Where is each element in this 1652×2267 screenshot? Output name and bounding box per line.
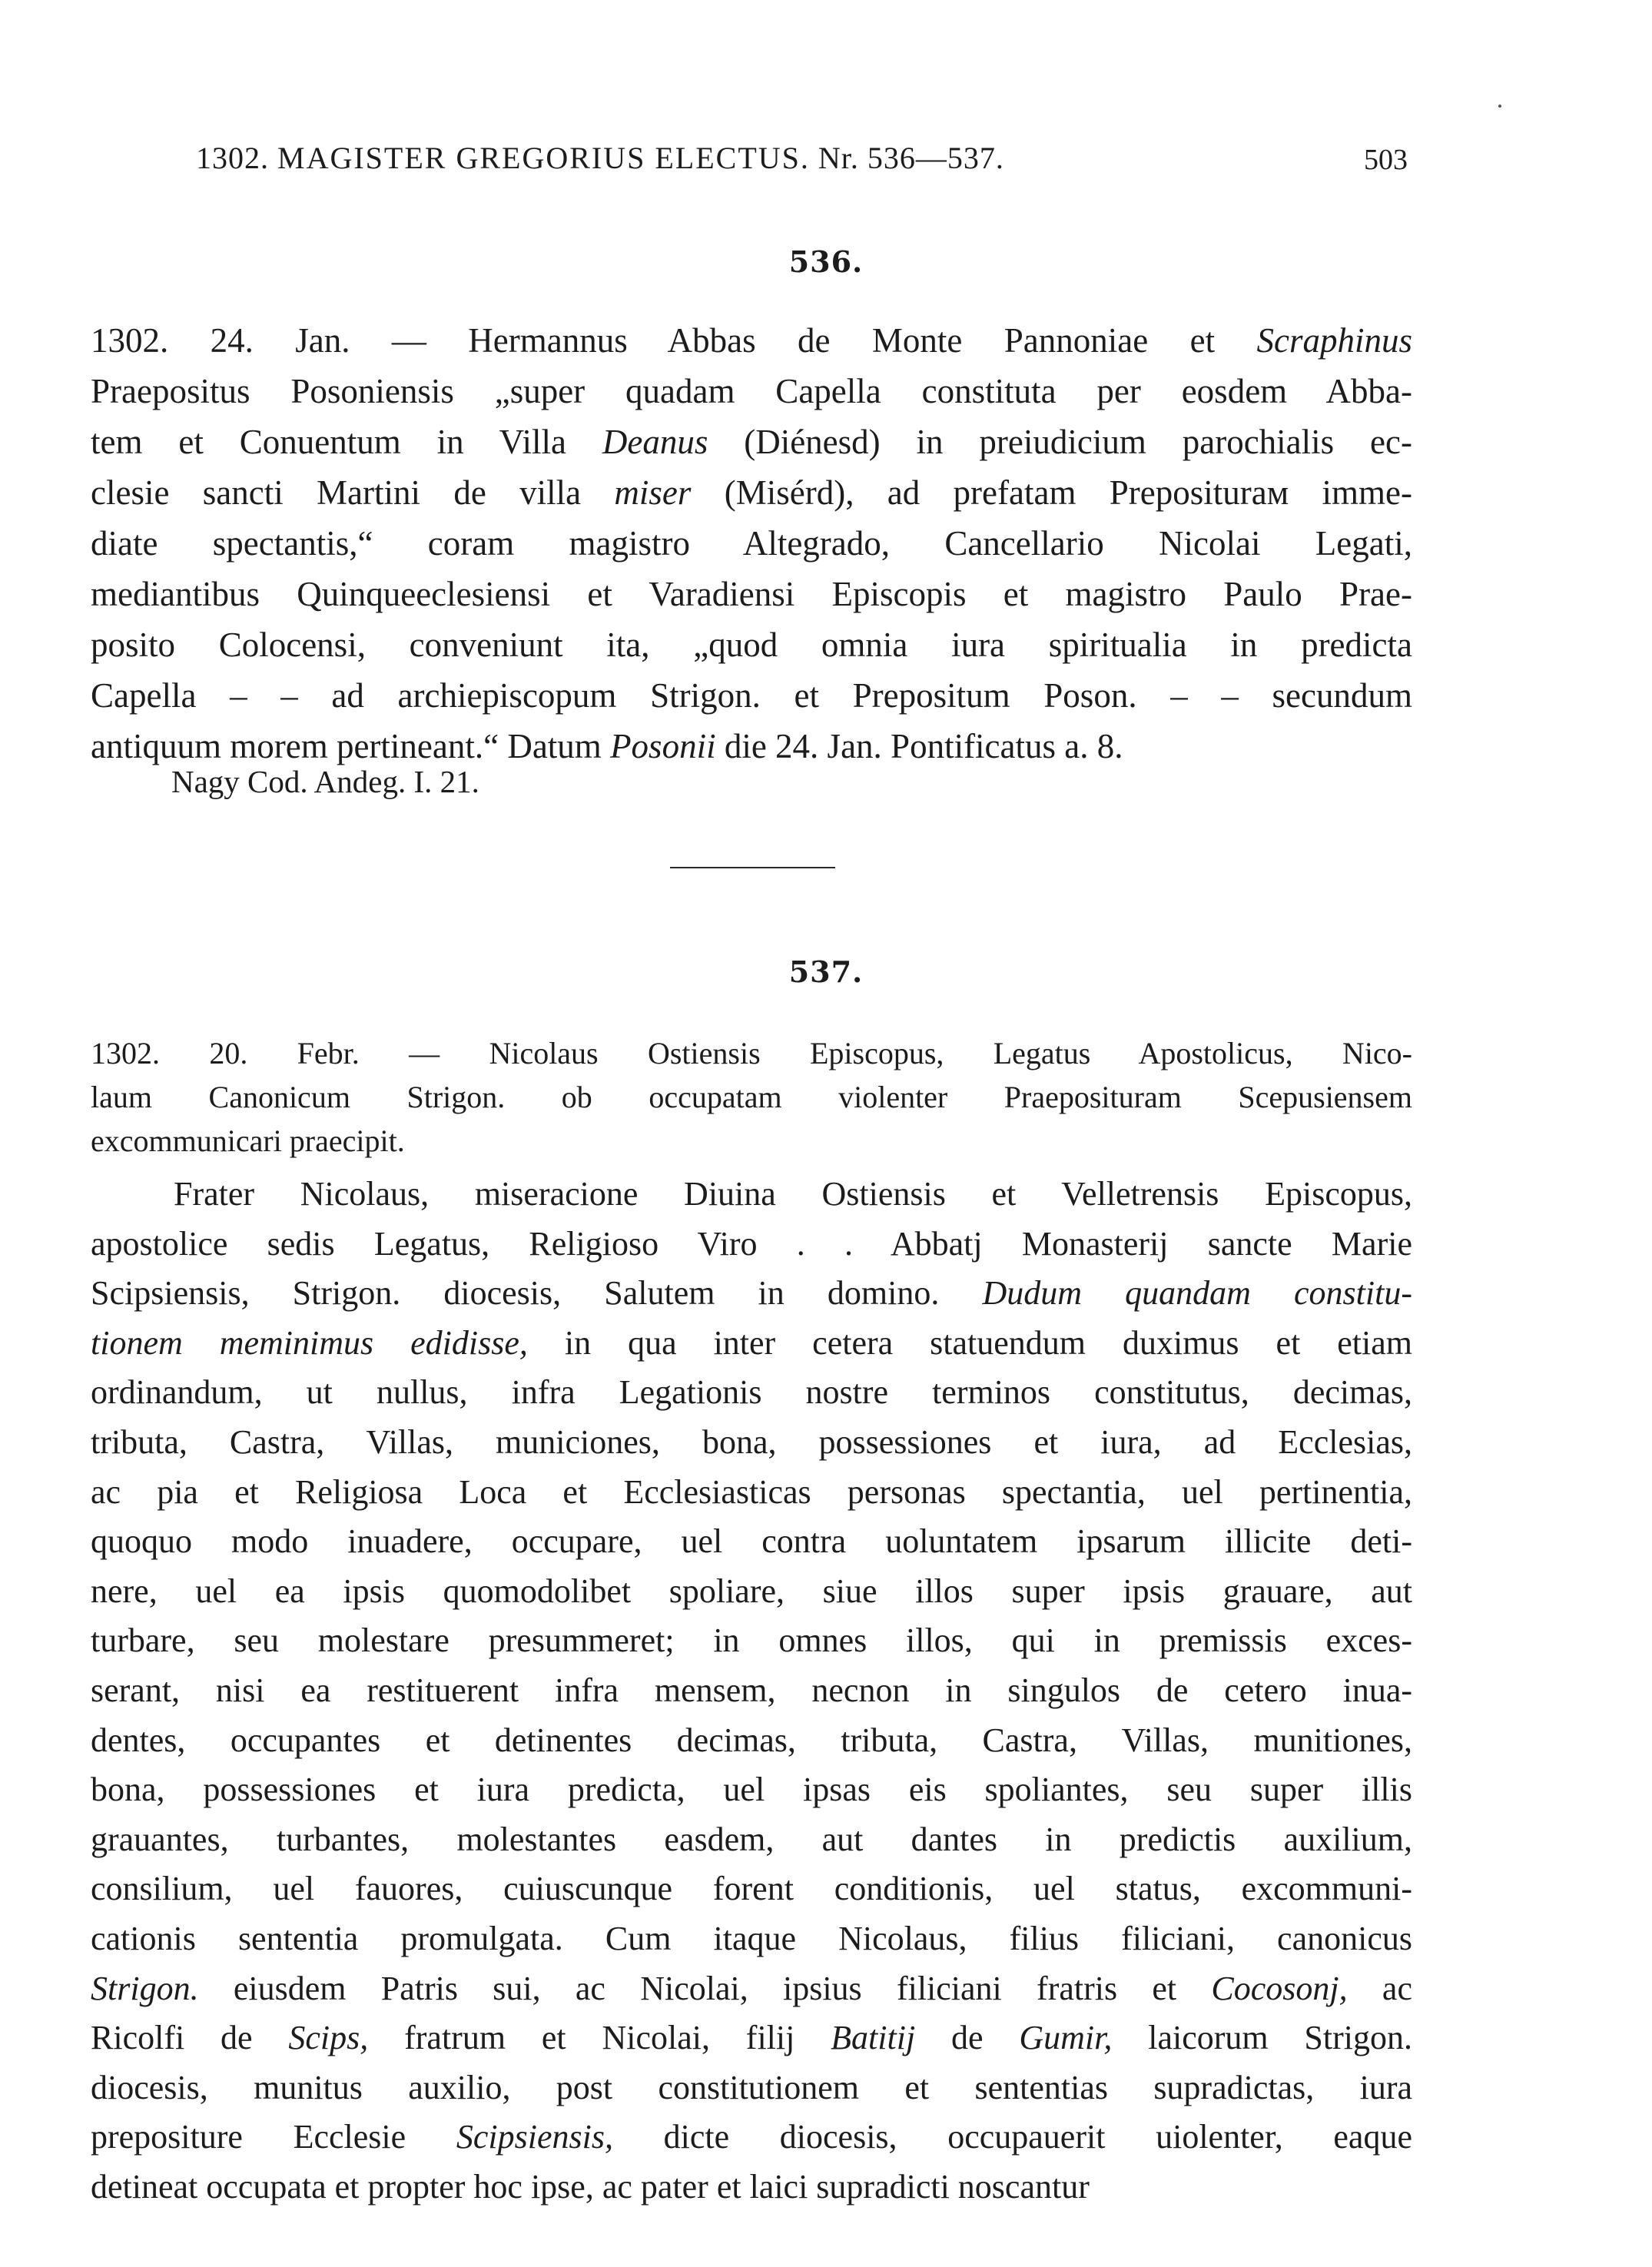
regest-537: [91, 1031, 1412, 1163]
text-segment: bona, possessiones et iura predicta, uel ipsas eis spoliantes, seu super illis: [91, 1771, 1412, 1809]
text-537-line: [91, 1666, 1412, 1716]
text-segment: prepositure Ecclesie: [91, 2118, 456, 2156]
regest-536-line: [91, 670, 1412, 721]
text-537-line: [91, 2013, 1412, 2063]
text-segment: antiquum morem pertineant.“ Datum: [91, 727, 611, 765]
text-segment: clesie sancti Martini de villa: [91, 473, 615, 512]
text-segment: Scipsiensis, Strigon. diocesis, Salutem in domino.: [91, 1274, 983, 1313]
running-head-year: 1302.: [196, 141, 269, 175]
text-segment: 1302. 24. Jan. — Hermannus Abbas de Monte Pannoniae et: [91, 321, 1257, 360]
text-537-line: [91, 1616, 1412, 1666]
regest-537-line: [91, 1031, 1412, 1075]
text-537-line: [91, 1716, 1412, 1766]
italic-segment: Posonii: [610, 727, 716, 765]
text-segment: posito Colocensi, conveniunt ita, „quod omnia iura spiritualia in predicta: [91, 626, 1412, 664]
running-head: [196, 140, 1410, 176]
text-segment: ordinandum, ut nullus, infra Legationis nostre terminos constitutus, decimas,: [91, 1373, 1412, 1412]
scan-speck: [1498, 105, 1501, 108]
text-segment: eiusdem Patris sui, ac Nicolai, ipsius filiciani fratris et: [198, 1969, 1212, 2007]
italic-segment: miser: [614, 473, 692, 512]
running-head-range: Nr. 536—537.: [818, 141, 1004, 175]
regest-536-line: [91, 518, 1412, 569]
regest-536-line: [91, 366, 1412, 417]
running-head-title: MAGISTER GREGORIUS ELECTUS.: [277, 141, 810, 175]
text-segment: die 24. Jan. Pontificatus a. 8.: [715, 727, 1123, 765]
text-segment: laum Canonicum Strigon. ob occupatam violenter Praeposituram Scepusiensem: [91, 1080, 1412, 1114]
regest-536-line: [91, 315, 1412, 366]
regest-536-line: [91, 467, 1412, 518]
document-text-537: [91, 1170, 1412, 2212]
text-segment: Frater Nicolaus, miseracione Diuina Ostiensis et Velletrensis Episcopus,: [174, 1175, 1412, 1213]
text-segment: cationis sententia promulgata. Cum itaque Nicolaus, filius filiciani, canonicus: [91, 1919, 1412, 1957]
text-segment: in qua inter cetera statuendum duximus et etiam: [527, 1323, 1412, 1362]
italic-segment: tionem meminimus edidisse,: [91, 1323, 528, 1362]
citation-536: Nagy Cod. Andeg. I. 21.: [171, 764, 479, 799]
text-537-line: [91, 1765, 1412, 1815]
text-537-line: [91, 1418, 1412, 1468]
italic-segment: Strigon.: [91, 1969, 199, 2007]
text-segment: tem et Conuentum in Villa: [91, 423, 602, 461]
regest-536: [91, 315, 1412, 772]
regest-537-line: [91, 1075, 1412, 1119]
italic-segment: Scraphinus: [1256, 321, 1412, 360]
text-segment: nere, uel ea ipsis quomodolibet spoliare, siue illos super ipsis grauare, aut: [91, 1572, 1412, 1610]
text-segment: mediantibus Quinqueeclesiensi et Varadiensi Episcopis et magistro Paulo Prae-: [91, 575, 1412, 613]
regest-536-line: [91, 619, 1412, 670]
text-segment: serant, nisi ea restituerent infra mensem, necnon in singulos de cetero inua-: [91, 1671, 1412, 1709]
italic-segment: Deanus: [602, 423, 708, 461]
regest-536-line: [91, 417, 1412, 467]
text-segment: excommunicari praecipit.: [91, 1124, 405, 1158]
text-537-line: [91, 1269, 1412, 1319]
text-segment: 1302. 20. Febr. — Nicolaus Ostiensis Episcopus, Legatus Apostolicus, Nico-: [91, 1036, 1412, 1070]
text-segment: Praepositus Posoniensis „super quadam Capella constituta per eosdem Abba-: [91, 372, 1412, 410]
text-segment: ac: [1347, 1969, 1412, 2007]
text-segment: quoquo modo inuadere, occupare, uel contra uoluntatem ipsarum illicite deti-: [91, 1522, 1412, 1561]
text-537-line: [91, 2162, 1412, 2212]
text-537-line: [91, 1468, 1412, 1518]
text-segment: tributa, Castra, Villas, municiones, bona, possessiones et iura, ad Ecclesias,: [91, 1422, 1412, 1461]
text-segment: dicte diocesis, occupauerit uiolenter, eaque: [612, 2118, 1412, 2156]
text-segment: (Misérd), ad prefatam Prepositurам imme-: [691, 473, 1412, 512]
italic-segment: Scips,: [288, 2019, 369, 2057]
italic-segment: Batitij: [831, 2019, 916, 2057]
text-segment: diate spectantis,“ coram magistro Altegrado, Cancellario Nicolai Legati,: [91, 524, 1412, 563]
text-segment: fratrum et Nicolai, filij: [368, 2019, 831, 2057]
text-537-line: [91, 2063, 1412, 2113]
text-segment: apostolice sedis Legatus, Religioso Viro . . Abbatj Monasterij sancte Marie: [91, 1224, 1412, 1263]
text-segment: detineat occupata et propter hoc ipse, ac pater et laici supradicti noscantur: [91, 2167, 1090, 2206]
document-number-536: 536.: [788, 244, 864, 279]
text-segment: (Diénesd) in preiudicium parochialis ec-: [708, 423, 1412, 461]
text-segment: de: [915, 2019, 1020, 2057]
regest-537-line: [91, 1119, 1412, 1163]
italic-segment: Scipsiensis,: [456, 2118, 613, 2156]
text-537-line: [91, 1864, 1412, 1914]
text-537-line: [91, 1914, 1412, 1964]
text-537-line: [91, 1170, 1412, 1220]
text-segment: consilium, uel fauores, cuiuscunque forent conditionis, uel status, excommuni-: [91, 1870, 1412, 1908]
text-segment: grauantes, turbantes, molestantes easdem, aut dantes in predictis auxilium,: [91, 1820, 1412, 1858]
regest-536-line: [91, 569, 1412, 619]
italic-segment: Gumir,: [1019, 2019, 1113, 2057]
text-segment: diocesis, munitus auxilio, post constitutionem et sententias supradictas, iura: [91, 2068, 1412, 2106]
italic-segment: Dudum quandam constitu-: [982, 1274, 1412, 1313]
document-number-537: 537.: [788, 954, 864, 989]
text-segment: ac pia et Religiosa Loca et Ecclesiasticas personas spectantia, uel pertinentia,: [91, 1472, 1412, 1511]
text-537-line: [91, 1368, 1412, 1418]
text-537-line: [91, 2113, 1412, 2162]
page-number: 503: [1364, 144, 1408, 176]
separator-rule: [670, 867, 835, 868]
text-segment: turbare, seu molestare presummeret; in omnes illos, qui in premissis exces-: [91, 1621, 1412, 1660]
text-537-line: [91, 1517, 1412, 1567]
text-537-line: [91, 1815, 1412, 1865]
text-segment: laicorum Strigon.: [1112, 2019, 1413, 2057]
text-segment: Capella – – ad archiepiscopum Strigon. et Prepositum Poson. – – secundum: [91, 676, 1412, 715]
italic-segment: Cocosonj,: [1211, 1969, 1348, 2007]
text-segment: Ricolfi de: [91, 2019, 289, 2057]
text-537-line: [91, 1319, 1412, 1369]
text-537-line: [91, 1964, 1412, 2014]
text-segment: dentes, occupantes et detinentes decimas, tributa, Castra, Villas, munitiones,: [91, 1721, 1412, 1759]
text-537-line: [91, 1220, 1412, 1270]
text-537-line: [91, 1567, 1412, 1617]
